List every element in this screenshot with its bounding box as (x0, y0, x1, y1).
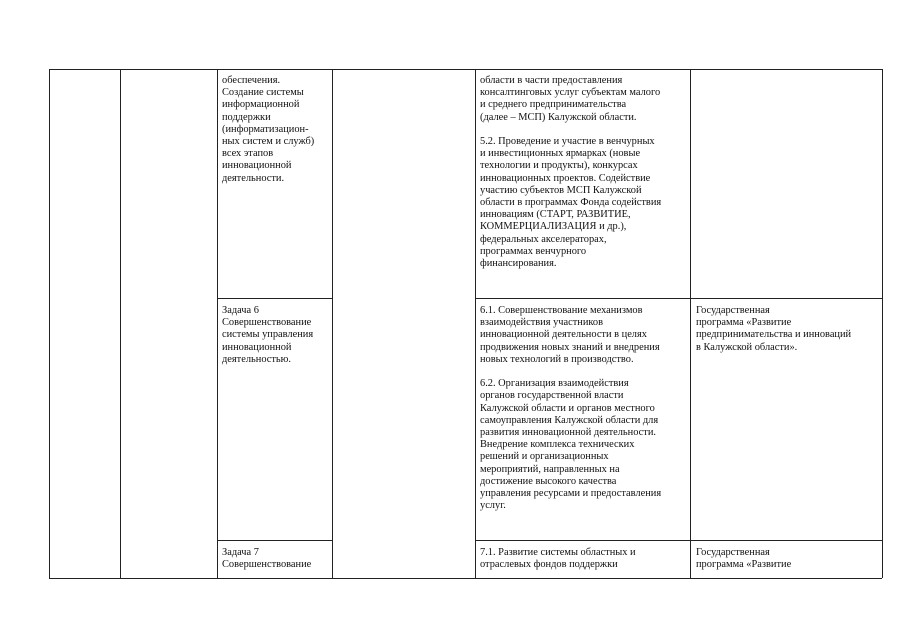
row-border (475, 298, 882, 299)
column-border (475, 69, 476, 578)
row-border (475, 540, 882, 541)
column-border (120, 69, 121, 578)
program-7-cell-text: Государственная программа «Развитие (696, 547, 792, 571)
column-border (49, 69, 50, 578)
row-border (217, 540, 332, 541)
task-6-cell-text: Задача 6 Совершенствование системы управления инновационной деятельностью. (222, 305, 314, 365)
table-bottom-border (49, 578, 882, 579)
column-border (882, 69, 883, 578)
task-7-cell-text: Задача 7 Совершенствование (222, 547, 312, 571)
column-border (217, 69, 218, 578)
program-6-cell-text: Государственная программа «Развитие предпринимательства и инноваций в Калужской области». (696, 305, 852, 353)
table-top-border (49, 69, 882, 70)
measures-6-cell-text: 6.1. Совершенствование механизмов взаимодействия участников инновационной деятельности в целях продвижения новых знаний и внедрения новых технологий в производство. 6.2. Организация взаимодействия органов государственной власти Калужской области и органов местного самоуправления Калужской области для развития инновационной деятельности. Внедрение комплекса технических решений и организационных мероприятий, направленных на достижение высокого качества управления ресурсами и предоставления услуг. (480, 305, 662, 512)
row-border (217, 298, 332, 299)
measures-cell-text: области в части предоставления консалтинговых услуг субъектам малого и среднего предпринимательства (далее – МСП) Калужской области. 5.2. Проведение и участие в венчурных и инвестиционных ярмарках (новые технологии и продукты), конкурсах инновационных проектов. Содействие участию субъектов МСП Калужской области в программах Фонда содействия инновациям (СТАРТ, РАЗВИТИЕ, КОММЕРЦИАЛИЗАЦИЯ и др.), федеральных акселераторах, программах венчурного финансирования. (480, 75, 662, 270)
measures-7-cell-text: 7.1. Развитие системы областных и отраслевых фондов поддержки (480, 547, 636, 571)
task-cell-text: обеспечения. Создание системы информационной поддержки (информатизацион- ных систем и служб) всех этапов инновационной деятельности. (222, 75, 315, 184)
